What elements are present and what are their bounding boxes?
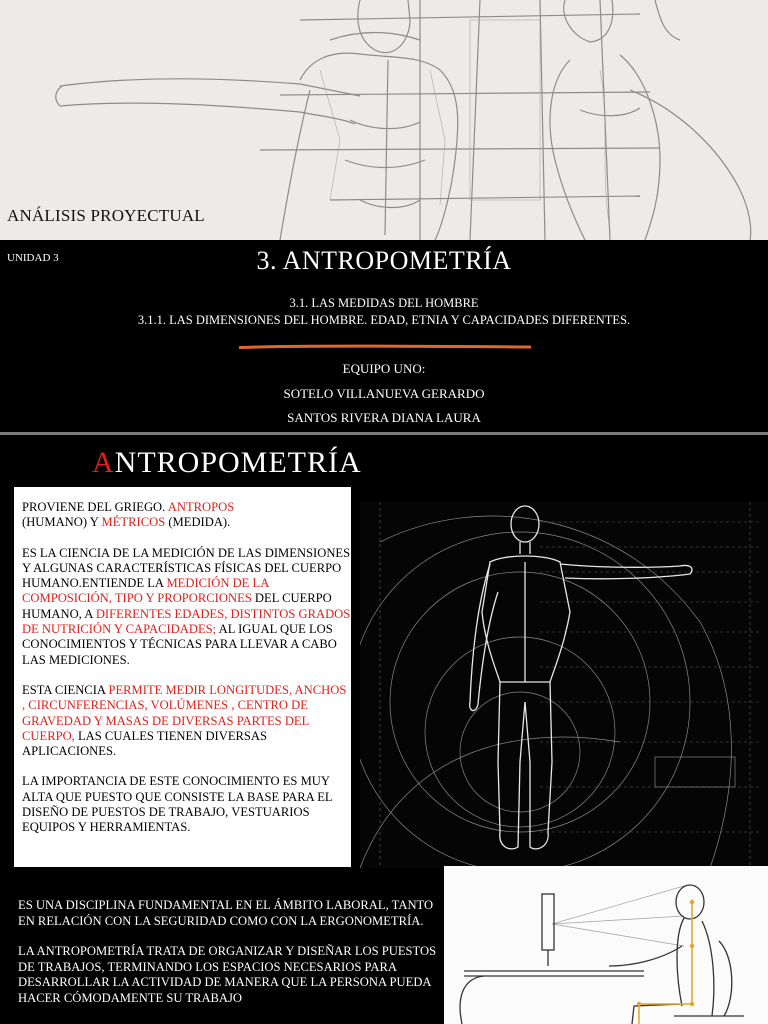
text: ES LA CIENCIA DE LA MEDICIÓN DE LAS DIMENSIONES Y ALGUNAS CARACTERÍSTICAS FÍSICAS DEL CUERPO HUMANO.ENTIENDE LA xyxy=(22,545,351,591)
orange-divider xyxy=(239,344,531,350)
highlight-text: ANTROPOS xyxy=(167,500,235,514)
heading-initial: A xyxy=(92,446,115,479)
course-title: ANÁLISIS PROYECTUAL xyxy=(7,206,205,225)
text: ESTA CIENCIA xyxy=(22,682,109,697)
title-section xyxy=(0,240,768,432)
subtitle-2: 3.1.1. LAS DIMENSIONES DEL HOMBRE. EDAD, ETNIA Y CAPACIDADES DIFERENTES. xyxy=(137,313,631,327)
anthropometric-proportion-diagram xyxy=(360,502,768,868)
section-heading xyxy=(92,446,362,480)
highlight-text: MEDICIÓN DE LA COMPOSICIÓN, TIPO Y PROPORCIONES xyxy=(22,576,269,606)
ergonomics-image xyxy=(444,866,768,1024)
ergonomics-text xyxy=(18,898,438,1021)
text: (HUMANO) Y xyxy=(22,515,102,530)
text: PROVIENE DEL GRIEGO. xyxy=(22,500,168,514)
text: LAS CUALES TIENEN DIVERSAS APLICACIONES. xyxy=(22,728,268,759)
highlight-text: MÉTRICOS xyxy=(101,515,166,530)
paragraph-origin xyxy=(22,500,351,531)
definition-text-box xyxy=(14,487,351,867)
text: DEL CUERPO HUMANO, A xyxy=(22,591,332,621)
team-member-1: SOTELO VILLANUEVA GERARDO xyxy=(283,386,485,401)
text: (MEDIDA). xyxy=(165,515,231,530)
paragraph-definition xyxy=(22,546,351,668)
heading-rest: NTROPOMETRÍA xyxy=(114,446,362,479)
section-divider xyxy=(0,432,768,435)
subtitle-1: 3.1. LAS MEDIDAS DEL HOMBRE xyxy=(289,296,479,310)
anthropometric-diagram xyxy=(360,502,768,868)
figure-sketch-illustration xyxy=(0,0,768,240)
seated-workstation-ergonomics-illustration xyxy=(444,866,768,1024)
text: AL IGUAL QUE LOS CONOCIMIENTOS Y TÉCNICAS PARA LLEVAR A CABO LAS MEDICIONES. xyxy=(22,622,337,667)
team-member-2: SANTOS RIVERA DIANA LAURA xyxy=(287,410,481,425)
highlight-text: PERMITE MEDIR LONGITUDES, ANCHOS , CIRCUNFERENCIAS, VOLÚMENES , CENTRO DE GRAVEDAD Y MASAS DE DIVERSAS PARTES DEL CUERPO, xyxy=(22,682,347,743)
highlight-text: DIFERENTES EDADES, DISTINTOS GRADOS DE NUTRICIÓN Y CAPACIDADES; xyxy=(22,606,351,637)
page-title: 3. ANTROPOMETRÍA xyxy=(256,246,512,275)
paragraph-importance: LA IMPORTANCIA DE ESTE CONOCIMIENTO ES MUY ALTA QUE PUESTO QUE CONSISTE LA BASE PARA EL DISEÑO DE PUESTOS DE TRABAJO, VESTUARIOS EQUIPOS Y HERRAMIENTAS. xyxy=(22,774,333,835)
paragraph-measurements xyxy=(22,683,351,759)
paragraph-discipline: ES UNA DISCIPLINA FUNDAMENTAL EN EL ÁMBITO LABORAL, TANTO EN RELACIÓN CON LA SEGURIDAD COMO CON LA ERGONOMETRÍA. xyxy=(18,898,434,928)
unit-label: UNIDAD 3 xyxy=(7,252,59,264)
paragraph-workspace: LA ANTROPOMETRÍA TRATA DE ORGANIZAR Y DISEÑAR LOS PUESTOS DE TRABAJOS, TERMINANDO LOS ESPACIOS NECESARIOS PARA DESARROLLAR LA ACTIVIDAD DE MANERA QUE LA PERSONA PUEDA HACER CÓMODAMENTE SU TRABAJO xyxy=(18,944,437,1005)
team-label: EQUIPO UNO: xyxy=(342,361,426,376)
header-sketch-image xyxy=(0,0,768,240)
